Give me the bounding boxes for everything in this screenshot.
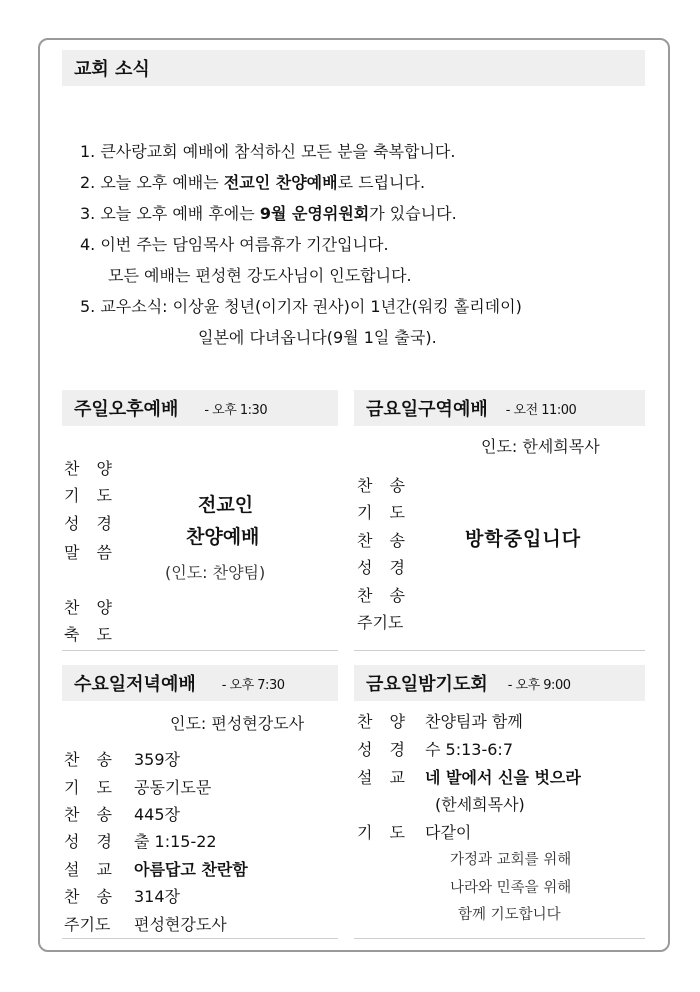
sunday-label-1: 찬 양 [64,459,118,478]
wednesday-row: 성 경 출 1:15-22 [64,832,217,851]
news-item-4-cont: 모든 예배는 편성현 강도사님이 인도합니다. [108,266,412,285]
wednesday-header [62,665,338,701]
friday-district-title: 금요일구역예배 [366,399,488,420]
sunday-pm-time: - 오후 1:30 [204,402,268,418]
sunday-label-3: 성 경 [64,514,118,533]
sunday-pm-header [62,390,338,426]
news-header [62,50,645,86]
news-item-2: 2. 오늘 오후 예배는 전교인 찬양예배로 드립니다. [80,173,426,192]
sunday-center-line2: 찬양예배 [186,526,260,548]
wednesday-time: - 오후 7:30 [221,677,285,693]
news-item-3: 3. 오늘 오후 예배 후에는 9월 운영위원회가 있습니다. [80,204,457,223]
wednesday-leader: 인도: 편성현강도사 [170,714,305,733]
friday-night-title: 금요일밤기도회 [366,674,488,695]
friday-night-row: 찬 양 찬양팀과 함께 [357,712,523,731]
divider-bottom-left [62,938,338,939]
district-label-5: 찬 송 [357,586,411,605]
wednesday-row: 설 교 아름답고 찬란함 [64,860,248,879]
friday-night-row: 설 교 네 발에서 신을 벗으라 [357,768,581,787]
prayer-line-1: 가정과 교회를 위해 [450,852,572,868]
district-label-4: 성 경 [357,558,411,577]
sunday-label-4: 말 씀 [64,543,118,562]
district-label-2: 기 도 [357,503,411,522]
district-label-3: 찬 송 [357,531,411,550]
sunday-label-5: 찬 양 [64,598,118,617]
wednesday-title: 수요일저녁예배 [74,674,196,695]
district-label-6: 주기도 [357,613,404,632]
district-label-1: 찬 송 [357,476,411,495]
friday-night-row: 성 경 수 5:13-6:7 [357,740,513,759]
friday-district-header [354,390,645,426]
sunday-label-6: 축 도 [64,625,118,644]
prayer-line-3: 함께 기도합니다 [458,907,561,923]
sunday-pm-title: 주일오후예배 [74,399,179,420]
friday-night-row: (한세희목사) [435,795,525,814]
sunday-label-2: 기 도 [64,486,118,505]
divider-mid-left [62,650,338,651]
wednesday-row: 찬 송 359장 [64,750,180,769]
news-title: 교회 소식 [74,59,150,80]
friday-district-time: - 오전 11:00 [505,402,577,418]
prayer-line-2: 나라와 민족을 위해 [450,880,572,896]
news-item-5: 5. 교우소식: 이상윤 청년(이기자 권사)이 1년간(워킹 홀리데이) [80,297,522,316]
friday-night-header [354,665,645,701]
wednesday-row: 찬 송 314장 [64,887,180,906]
district-notice: 방학중입니다 [465,528,582,550]
divider-mid-right [354,650,645,651]
friday-night-row: 기 도 다같이 [357,823,472,842]
friday-night-time: - 오후 9:00 [507,677,571,693]
sunday-center-line1: 전교인 [198,494,254,516]
news-item-4: 4. 이번 주는 담임목사 여름휴가 기간입니다. [80,235,389,254]
news-item-5-cont: 일본에 다녀옵니다(9월 1일 출국). [198,328,437,347]
wednesday-row: 기 도 공동기도문 [64,778,212,797]
wednesday-row: 찬 송 445장 [64,805,180,824]
news-item-1: 1. 큰사랑교회 예배에 참석하신 모든 분을 축복합니다. [80,142,456,161]
friday-district-leader: 인도: 한세희목사 [481,437,600,456]
sunday-center-note: (인도: 찬양팀) [165,563,266,582]
wednesday-row: 주기도 편성현강도사 [64,915,227,934]
divider-bottom-right [354,938,645,939]
